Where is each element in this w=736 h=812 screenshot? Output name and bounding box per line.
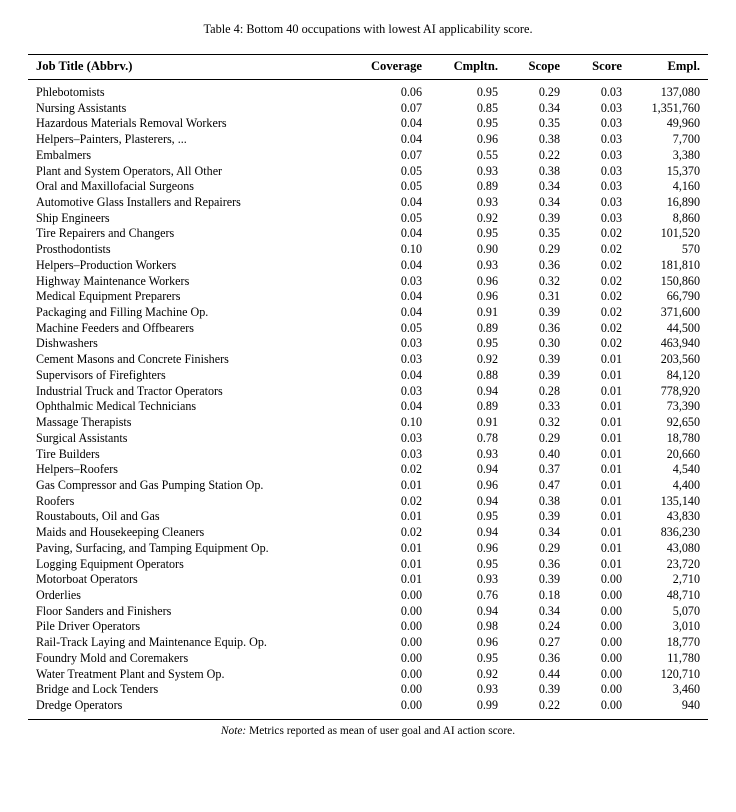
cell-job-title: Helpers–Roofers [36, 462, 118, 477]
cell-cmpltn: 0.96 [476, 289, 498, 304]
cell-job-title: Highway Maintenance Workers [36, 273, 190, 288]
cell-cmpltn: 0.88 [476, 367, 498, 382]
table-row [28, 242, 708, 258]
cell-empl: 836,230 [660, 525, 700, 540]
cell-coverage: 0.00 [400, 698, 422, 713]
cell-job-title: Maids and Housekeeping Cleaners [36, 525, 205, 540]
cell-scope: 0.39 [538, 572, 560, 587]
cell-empl: 4,160 [672, 179, 700, 194]
table-row [28, 211, 708, 227]
table-row [28, 541, 708, 557]
cell-empl: 940 [681, 698, 700, 713]
cell-empl: 23,720 [666, 556, 700, 571]
cell-empl: 101,520 [660, 226, 700, 241]
cell-score: 0.01 [600, 525, 622, 540]
cell-scope: 0.38 [538, 493, 560, 508]
table-row [28, 289, 708, 305]
cell-cmpltn: 0.96 [476, 477, 498, 492]
table-note [28, 725, 708, 737]
occupations-table [28, 55, 708, 719]
table-row [28, 79, 708, 100]
cell-empl: 49,960 [666, 116, 700, 131]
cell-scope: 0.34 [538, 100, 560, 115]
cell-coverage: 0.10 [400, 242, 422, 257]
cell-cmpltn: 0.89 [476, 320, 498, 335]
cell-empl: 203,560 [660, 352, 700, 367]
cell-scope: 0.39 [538, 352, 560, 367]
cell-scope: 0.22 [538, 698, 560, 713]
cell-empl: 15,370 [666, 163, 700, 178]
cell-job-title: Pile Driver Operators [36, 619, 141, 634]
cell-coverage: 0.05 [400, 210, 422, 225]
table-row [28, 195, 708, 211]
cell-cmpltn: 0.93 [476, 195, 498, 210]
cell-coverage: 0.00 [400, 603, 422, 618]
cell-scope: 0.30 [538, 336, 560, 351]
cell-cmpltn: 0.94 [476, 525, 498, 540]
cell-empl: 66,790 [666, 289, 700, 304]
table-row [28, 148, 708, 164]
cell-scope: 0.34 [538, 179, 560, 194]
cell-empl: 3,460 [672, 682, 700, 697]
cell-score: 0.01 [600, 477, 622, 492]
cell-scope: 0.22 [538, 147, 560, 162]
cell-coverage: 0.01 [400, 477, 422, 492]
cell-coverage: 0.00 [400, 666, 422, 681]
cell-job-title: Surgical Assistants [36, 430, 128, 445]
cell-job-title: Paving, Surfacing, and Tamping Equipment Op. [36, 540, 269, 555]
cell-scope: 0.38 [538, 163, 560, 178]
cell-cmpltn: 0.93 [476, 257, 498, 272]
cell-scope: 0.35 [538, 226, 560, 241]
cell-scope: 0.29 [538, 84, 560, 99]
cell-cmpltn: 0.92 [476, 210, 498, 225]
cell-cmpltn: 0.76 [476, 587, 498, 602]
table-row [28, 116, 708, 132]
cell-score: 0.01 [600, 446, 622, 461]
cell-scope: 0.32 [538, 273, 560, 288]
cell-job-title: Roustabouts, Oil and Gas [36, 509, 160, 524]
cell-job-title: Machine Feeders and Offbearers [36, 320, 194, 335]
cell-scope: 0.33 [538, 399, 560, 414]
cell-cmpltn: 0.95 [476, 556, 498, 571]
cell-cmpltn: 0.89 [476, 399, 498, 414]
cell-score: 0.02 [600, 273, 622, 288]
cell-coverage: 0.01 [400, 540, 422, 555]
cell-job-title: Medical Equipment Preparers [36, 289, 181, 304]
cell-coverage: 0.07 [400, 147, 422, 162]
cell-coverage: 0.04 [400, 257, 422, 272]
cell-job-title: Prosthodontists [36, 242, 111, 257]
cell-coverage: 0.00 [400, 619, 422, 634]
cell-coverage: 0.04 [400, 367, 422, 382]
cell-score: 0.00 [600, 650, 622, 665]
cell-job-title: Plant and System Operators, All Other [36, 163, 223, 178]
cell-cmpltn: 0.93 [476, 682, 498, 697]
cell-job-title: Tire Repairers and Changers [36, 226, 175, 241]
cell-coverage: 0.03 [400, 352, 422, 367]
cell-empl: 44,500 [666, 320, 700, 335]
cell-coverage: 0.03 [400, 273, 422, 288]
cell-job-title: Industrial Truck and Tractor Operators [36, 383, 223, 398]
cell-job-title: Motorboat Operators [36, 572, 138, 587]
cell-cmpltn: 0.95 [476, 650, 498, 665]
cell-cmpltn: 0.94 [476, 603, 498, 618]
cell-job-title: Helpers–Painters, Plasterers, ... [36, 132, 187, 147]
cell-empl: 18,770 [666, 635, 700, 650]
cell-scope: 0.39 [538, 682, 560, 697]
cell-empl: 135,140 [660, 493, 700, 508]
cell-job-title: Orderlies [36, 587, 81, 602]
cell-empl: 43,830 [666, 509, 700, 524]
cell-empl: 1,351,760 [651, 100, 700, 115]
table-row [28, 572, 708, 588]
cell-scope: 0.29 [538, 242, 560, 257]
cell-job-title: Nursing Assistants [36, 100, 127, 115]
cell-score: 0.02 [600, 336, 622, 351]
table-row [28, 557, 708, 573]
table-row [28, 368, 708, 384]
cell-scope: 0.47 [538, 477, 560, 492]
table-row [28, 667, 708, 683]
cell-coverage: 0.04 [400, 195, 422, 210]
cell-job-title: Rail-Track Laying and Maintenance Equip. Op. [36, 635, 267, 650]
cell-job-title: Ship Engineers [36, 210, 110, 225]
cell-coverage: 0.00 [400, 650, 422, 665]
table-row [28, 164, 708, 180]
cell-job-title: Hazardous Materials Removal Workers [36, 116, 227, 131]
cell-scope: 0.37 [538, 462, 560, 477]
cell-score: 0.00 [600, 572, 622, 587]
cell-empl: 181,810 [660, 257, 700, 272]
cell-coverage: 0.03 [400, 383, 422, 398]
cell-score: 0.00 [600, 619, 622, 634]
table-row [28, 698, 708, 719]
cell-score: 0.02 [600, 320, 622, 335]
table-row [28, 305, 708, 321]
cell-score: 0.00 [600, 666, 622, 681]
cell-empl: 120,710 [660, 666, 700, 681]
cell-coverage: 0.02 [400, 525, 422, 540]
cell-coverage: 0.03 [400, 336, 422, 351]
cell-scope: 0.28 [538, 383, 560, 398]
cell-empl: 20,660 [666, 446, 700, 461]
cell-score: 0.01 [600, 367, 622, 382]
table-row [28, 525, 708, 541]
cell-job-title: Phlebotomists [36, 84, 105, 99]
column-header-job-title: Job Title (Abbrv.) [28, 55, 336, 80]
cell-coverage: 0.00 [400, 587, 422, 602]
cell-scope: 0.24 [538, 619, 560, 634]
cell-job-title: Embalmers [36, 147, 92, 162]
cell-empl: 73,390 [666, 399, 700, 414]
cell-job-title: Floor Sanders and Finishers [36, 603, 172, 618]
cell-job-title: Logging Equipment Operators [36, 556, 184, 571]
cell-coverage: 0.04 [400, 289, 422, 304]
cell-cmpltn: 0.95 [476, 226, 498, 241]
cell-score: 0.03 [600, 179, 622, 194]
table-row [28, 321, 708, 337]
table-header [28, 55, 708, 80]
cell-job-title: Dredge Operators [36, 698, 123, 713]
cell-score: 0.01 [600, 352, 622, 367]
cell-empl: 5,070 [672, 603, 700, 618]
cell-cmpltn: 0.95 [476, 509, 498, 524]
cell-empl: 3,010 [672, 619, 700, 634]
cell-score: 0.02 [600, 257, 622, 272]
cell-empl: 137,080 [660, 84, 700, 99]
cell-empl: 4,540 [672, 462, 700, 477]
cell-cmpltn: 0.96 [476, 273, 498, 288]
table-row [28, 336, 708, 352]
cell-score: 0.03 [600, 132, 622, 147]
cell-empl: 43,080 [666, 540, 700, 555]
cell-cmpltn: 0.99 [476, 698, 498, 713]
cell-score: 0.03 [600, 116, 622, 131]
cell-score: 0.01 [600, 415, 622, 430]
cell-cmpltn: 0.95 [476, 84, 498, 99]
cell-scope: 0.44 [538, 666, 560, 681]
cell-scope: 0.34 [538, 603, 560, 618]
column-header-scope: Scope [498, 55, 560, 80]
table-row [28, 478, 708, 494]
cell-empl: 4,400 [672, 477, 700, 492]
cell-coverage: 0.03 [400, 446, 422, 461]
cell-score: 0.03 [600, 163, 622, 178]
table-row [28, 384, 708, 400]
cell-cmpltn: 0.94 [476, 462, 498, 477]
table-row [28, 494, 708, 510]
cell-cmpltn: 0.94 [476, 493, 498, 508]
table-row [28, 651, 708, 667]
cell-coverage: 0.00 [400, 635, 422, 650]
cell-coverage: 0.02 [400, 462, 422, 477]
cell-job-title: Supervisors of Firefighters [36, 367, 166, 382]
cell-empl: 7,700 [672, 132, 700, 147]
cell-empl: 2,710 [672, 572, 700, 587]
cell-score: 0.01 [600, 509, 622, 524]
cell-score: 0.00 [600, 682, 622, 697]
cell-cmpltn: 0.95 [476, 336, 498, 351]
cell-score: 0.02 [600, 226, 622, 241]
cell-score: 0.03 [600, 84, 622, 99]
cell-coverage: 0.00 [400, 682, 422, 697]
cell-score: 0.03 [600, 100, 622, 115]
cell-coverage: 0.04 [400, 116, 422, 131]
cell-empl: 92,650 [666, 415, 700, 430]
table-row [28, 619, 708, 635]
cell-scope: 0.27 [538, 635, 560, 650]
cell-coverage: 0.05 [400, 163, 422, 178]
cell-coverage: 0.10 [400, 415, 422, 430]
cell-score: 0.03 [600, 210, 622, 225]
table-row [28, 415, 708, 431]
column-header-coverage: Coverage [336, 55, 422, 80]
cell-scope: 0.34 [538, 525, 560, 540]
cell-coverage: 0.04 [400, 226, 422, 241]
cell-job-title: Helpers–Production Workers [36, 257, 177, 272]
cell-score: 0.03 [600, 147, 622, 162]
cell-cmpltn: 0.93 [476, 163, 498, 178]
cell-score: 0.00 [600, 698, 622, 713]
cell-empl: 371,600 [660, 305, 700, 320]
cell-job-title: Dishwashers [36, 336, 98, 351]
cell-job-title: Cement Masons and Concrete Finishers [36, 352, 229, 367]
cell-coverage: 0.07 [400, 100, 422, 115]
table-row [28, 509, 708, 525]
cell-cmpltn: 0.78 [476, 430, 498, 445]
cell-scope: 0.29 [538, 540, 560, 555]
cell-coverage: 0.04 [400, 132, 422, 147]
header-row [28, 55, 708, 80]
cell-empl: 150,860 [660, 273, 700, 288]
bottom-rule [28, 719, 708, 720]
cell-scope: 0.29 [538, 430, 560, 445]
cell-scope: 0.34 [538, 195, 560, 210]
cell-empl: 778,920 [660, 383, 700, 398]
cell-cmpltn: 0.96 [476, 132, 498, 147]
cell-cmpltn: 0.91 [476, 415, 498, 430]
cell-cmpltn: 0.91 [476, 305, 498, 320]
cell-cmpltn: 0.55 [476, 147, 498, 162]
cell-empl: 570 [681, 242, 700, 257]
cell-scope: 0.32 [538, 415, 560, 430]
cell-job-title: Roofers [36, 493, 75, 508]
cell-empl: 8,860 [672, 210, 700, 225]
cell-coverage: 0.06 [400, 84, 422, 99]
cell-cmpltn: 0.89 [476, 179, 498, 194]
cell-score: 0.01 [600, 493, 622, 508]
cell-coverage: 0.01 [400, 509, 422, 524]
table-row [28, 274, 708, 290]
cell-scope: 0.36 [538, 556, 560, 571]
cell-job-title: Packaging and Filling Machine Op. [36, 305, 209, 320]
cell-empl: 3,380 [672, 147, 700, 162]
cell-coverage: 0.03 [400, 430, 422, 445]
table-row [28, 352, 708, 368]
cell-coverage: 0.01 [400, 556, 422, 571]
table-row [28, 588, 708, 604]
cell-score: 0.01 [600, 399, 622, 414]
table-row [28, 682, 708, 698]
cell-job-title: Oral and Maxillofacial Surgeons [36, 179, 194, 194]
cell-score: 0.00 [600, 587, 622, 602]
cell-coverage: 0.04 [400, 305, 422, 320]
column-header-empl: Empl. [622, 55, 708, 80]
cell-job-title: Ophthalmic Medical Technicians [36, 399, 197, 414]
column-header-score: Score [560, 55, 622, 80]
column-header-cmpltn: Cmpltn. [422, 55, 498, 80]
cell-cmpltn: 0.92 [476, 666, 498, 681]
cell-cmpltn: 0.93 [476, 572, 498, 587]
cell-job-title: Automotive Glass Installers and Repairers [36, 195, 241, 210]
cell-cmpltn: 0.90 [476, 242, 498, 257]
cell-coverage: 0.04 [400, 399, 422, 414]
table-row [28, 604, 708, 620]
cell-cmpltn: 0.92 [476, 352, 498, 367]
cell-score: 0.01 [600, 383, 622, 398]
cell-empl: 18,780 [666, 430, 700, 445]
cell-cmpltn: 0.95 [476, 116, 498, 131]
cell-scope: 0.39 [538, 509, 560, 524]
cell-scope: 0.39 [538, 367, 560, 382]
cell-job-title: Foundry Mold and Coremakers [36, 650, 189, 665]
cell-scope: 0.31 [538, 289, 560, 304]
table-row [28, 635, 708, 651]
cell-job-title: Massage Therapists [36, 415, 132, 430]
table-row [28, 101, 708, 117]
cell-score: 0.02 [600, 305, 622, 320]
cell-coverage: 0.05 [400, 179, 422, 194]
cell-score: 0.01 [600, 430, 622, 445]
cell-empl: 48,710 [666, 587, 700, 602]
cell-job-title: Water Treatment Plant and System Op. [36, 666, 225, 681]
table-row [28, 399, 708, 415]
cell-score: 0.01 [600, 540, 622, 555]
cell-empl: 84,120 [666, 367, 700, 382]
table-row [28, 258, 708, 274]
cell-coverage: 0.01 [400, 572, 422, 587]
cell-empl: 463,940 [660, 336, 700, 351]
cell-job-title: Gas Compressor and Gas Pumping Station Op. [36, 477, 264, 492]
cell-scope: 0.39 [538, 305, 560, 320]
note-text: Metrics reported as mean of user goal and AI action score. [249, 724, 516, 737]
cell-scope: 0.18 [538, 587, 560, 602]
cell-score: 0.03 [600, 195, 622, 210]
cell-cmpltn: 0.96 [476, 635, 498, 650]
cell-scope: 0.36 [538, 650, 560, 665]
cell-score: 0.01 [600, 462, 622, 477]
table-body [28, 79, 708, 718]
table-row [28, 447, 708, 463]
table-row [28, 431, 708, 447]
cell-empl: 16,890 [666, 195, 700, 210]
cell-scope: 0.36 [538, 320, 560, 335]
cell-scope: 0.40 [538, 446, 560, 461]
cell-coverage: 0.05 [400, 320, 422, 335]
note-label: Note: [220, 724, 247, 737]
cell-scope: 0.38 [538, 132, 560, 147]
cell-score: 0.00 [600, 635, 622, 650]
cell-score: 0.00 [600, 603, 622, 618]
cell-score: 0.02 [600, 242, 622, 257]
cell-scope: 0.35 [538, 116, 560, 131]
table-row [28, 226, 708, 242]
table-row [28, 179, 708, 195]
cell-job-title: Tire Builders [36, 446, 100, 461]
table-row [28, 132, 708, 148]
cell-coverage: 0.02 [400, 493, 422, 508]
cell-scope: 0.39 [538, 210, 560, 225]
cell-cmpltn: 0.85 [476, 100, 498, 115]
cell-score: 0.01 [600, 556, 622, 571]
cell-cmpltn: 0.96 [476, 540, 498, 555]
cell-cmpltn: 0.94 [476, 383, 498, 398]
cell-job-title: Bridge and Lock Tenders [36, 682, 159, 697]
cell-cmpltn: 0.98 [476, 619, 498, 634]
table-caption: Table 4: Bottom 40 occupations with lowest AI applicability score. [203, 22, 533, 36]
cell-scope: 0.36 [538, 257, 560, 272]
cell-cmpltn: 0.93 [476, 446, 498, 461]
table-row [28, 462, 708, 478]
cell-score: 0.02 [600, 289, 622, 304]
cell-empl: 11,780 [667, 650, 700, 665]
